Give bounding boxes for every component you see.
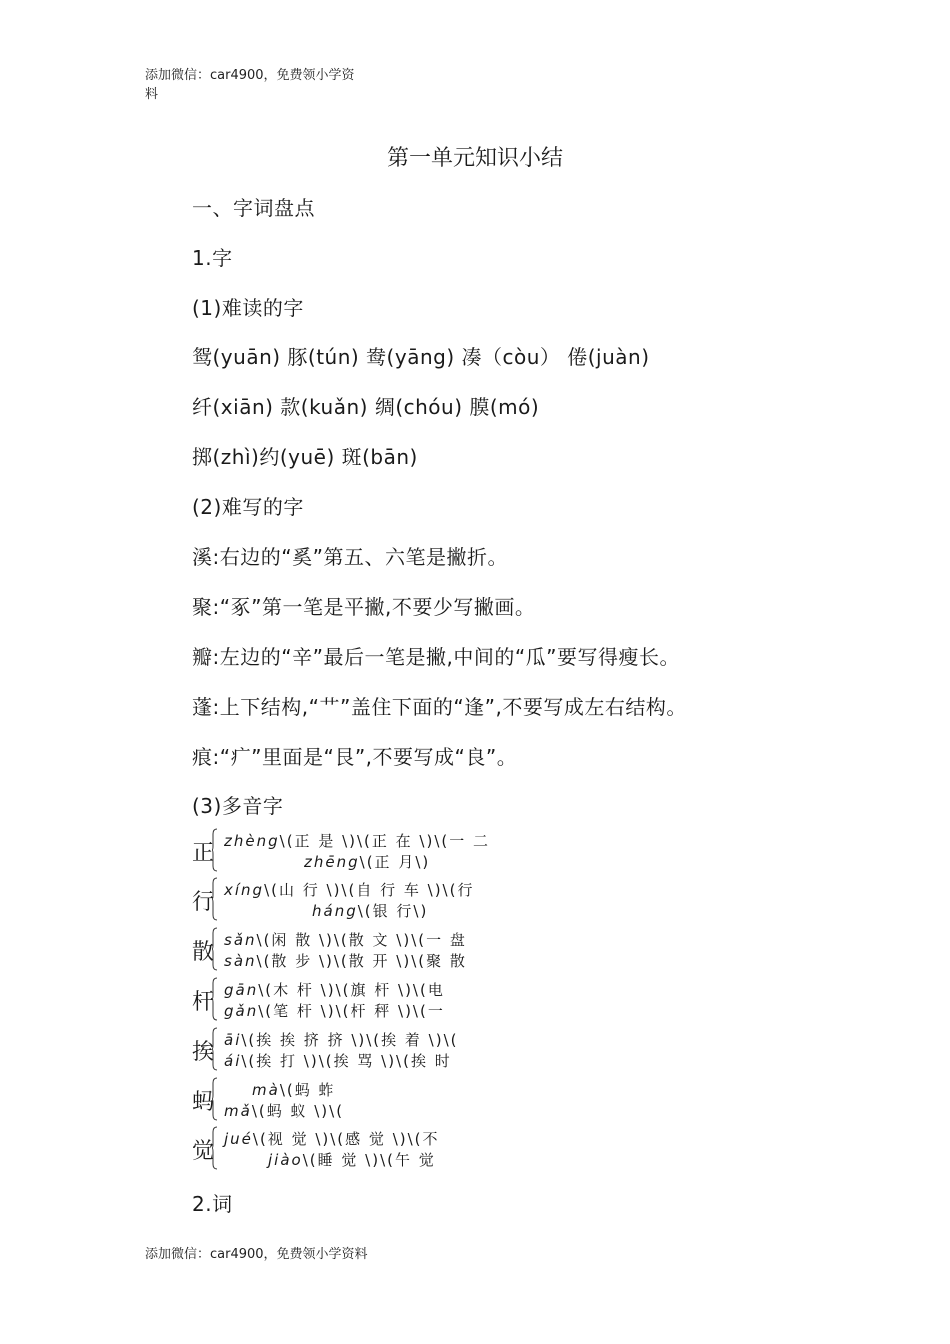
word-examples: \(银 行\) (357, 902, 429, 920)
polyphone-char: 行 (192, 890, 215, 915)
word-examples: \(山 行 \)\(自 行 车 \)\(行 (264, 881, 475, 899)
word-examples: \(散 步 \)\(散 开 \)\(聚 散 (256, 952, 467, 970)
polyphone-entry (192, 1027, 512, 1073)
polyphone-entry (192, 977, 512, 1023)
word-examples: \(闲 散 \)\(散 文 \)\(一 盘 (256, 931, 467, 949)
subsection-heading: (2)难写的字 (192, 495, 304, 519)
word-examples: \(视 觉 \)\(感 觉 \)\(不 (252, 1130, 440, 1148)
pinyin: ái (224, 1052, 242, 1070)
brace-icon (212, 1126, 218, 1170)
subsection-heading: 1.字 (192, 246, 233, 270)
word-examples: \(笔 杆 \)\(杆 秤 \)\(一 (258, 1002, 445, 1020)
polyphone-char: 正 (192, 841, 215, 866)
pinyin: āi (224, 1031, 242, 1049)
polyphone-entry (192, 927, 512, 973)
hard-write-line: 溪:右边的“奚”第五、六笔是撇折。 (192, 545, 508, 569)
brace-icon (212, 977, 218, 1021)
pinyin: mǎ (224, 1102, 252, 1120)
hard-write-line: 痕:“疒”里面是“艮”,不要写成“良”。 (192, 745, 518, 769)
watermark-top-line1: 添加微信：car4900，免费领小学资 (145, 68, 355, 83)
pinyin: háng (312, 902, 358, 920)
word-examples: \(挨 挨 挤 挤 \)\(挨 着 \)\( (241, 1031, 459, 1049)
pinyin: sàn (224, 952, 257, 970)
polyphone-char: 散 (192, 940, 215, 965)
polyphone-char: 蚂 (192, 1090, 215, 1115)
polyphone-char: 杆 (192, 990, 215, 1015)
pinyin: sǎn (224, 931, 257, 949)
polyphone-entry (192, 828, 512, 874)
pinyin: jiào (268, 1151, 303, 1169)
polyphone-entry (192, 877, 512, 923)
polyphone-char: 挨 (192, 1040, 215, 1065)
polyphone-entry (192, 1126, 512, 1172)
brace-icon (212, 927, 218, 971)
word-examples: \(正 是 \)\(正 在 \)\(一 二 (279, 832, 491, 850)
pinyin: jué (224, 1130, 253, 1148)
pinyin: xíng (224, 881, 265, 899)
subsection-heading: (1)难读的字 (192, 296, 304, 320)
subsection-heading: (3)多音字 (192, 794, 284, 818)
watermark-top-line2: 料 (145, 87, 159, 102)
hard-read-line: 掷(zhì)约(yuē) 斑(bān) (192, 445, 418, 469)
pinyin: mà (252, 1081, 280, 1099)
pinyin: gān (224, 981, 259, 999)
brace-icon (212, 1027, 218, 1071)
brace-icon (212, 828, 218, 872)
watermark-bottom: 添加微信：car4900，免费领小学资料 (145, 1247, 368, 1262)
subsection-heading: 2.词 (192, 1192, 233, 1216)
pinyin: gǎn (224, 1002, 259, 1020)
word-examples: \(木 杆 \)\(旗 杆 \)\(电 (258, 981, 445, 999)
hard-write-line: 聚:“豖”第一笔是平撇,不要少写撇画。 (192, 595, 536, 619)
brace-icon (212, 1077, 218, 1121)
word-examples: \(正 月\) (359, 853, 431, 871)
polyphone-entry (192, 1077, 512, 1123)
hard-read-line: 鸳(yuān) 豚(tún) 鸯(yāng) 凑（còu） 倦(juàn) (192, 345, 650, 369)
hard-read-line: 纤(xiān) 款(kuǎn) 绸(chóu) 膜(mó) (192, 395, 540, 419)
word-examples: \(蚂 蚁 \)\( (251, 1102, 345, 1120)
page-title: 第一单元知识小结 (386, 146, 563, 171)
watermark-top (145, 66, 395, 104)
hard-write-line: 瓣:左边的“辛”最后一笔是撇,中间的“瓜”要写得瘦长。 (192, 645, 681, 669)
pinyin: zhēng (304, 853, 360, 871)
brace-icon (212, 877, 218, 921)
hard-write-line: 蓬:上下结构,“艹”盖住下面的“逢”,不要写成左右结构。 (192, 695, 687, 719)
section-heading: 一、字词盘点 (192, 196, 315, 220)
word-examples: \(睡 觉 \)\(午 觉 (302, 1151, 436, 1169)
word-examples: \(蚂 蚱 (279, 1081, 336, 1099)
pinyin: zhèng (224, 832, 280, 850)
polyphone-char: 觉 (192, 1139, 215, 1164)
word-examples: \(挨 打 \)\(挨 骂 \)\(挨 时 (241, 1052, 452, 1070)
